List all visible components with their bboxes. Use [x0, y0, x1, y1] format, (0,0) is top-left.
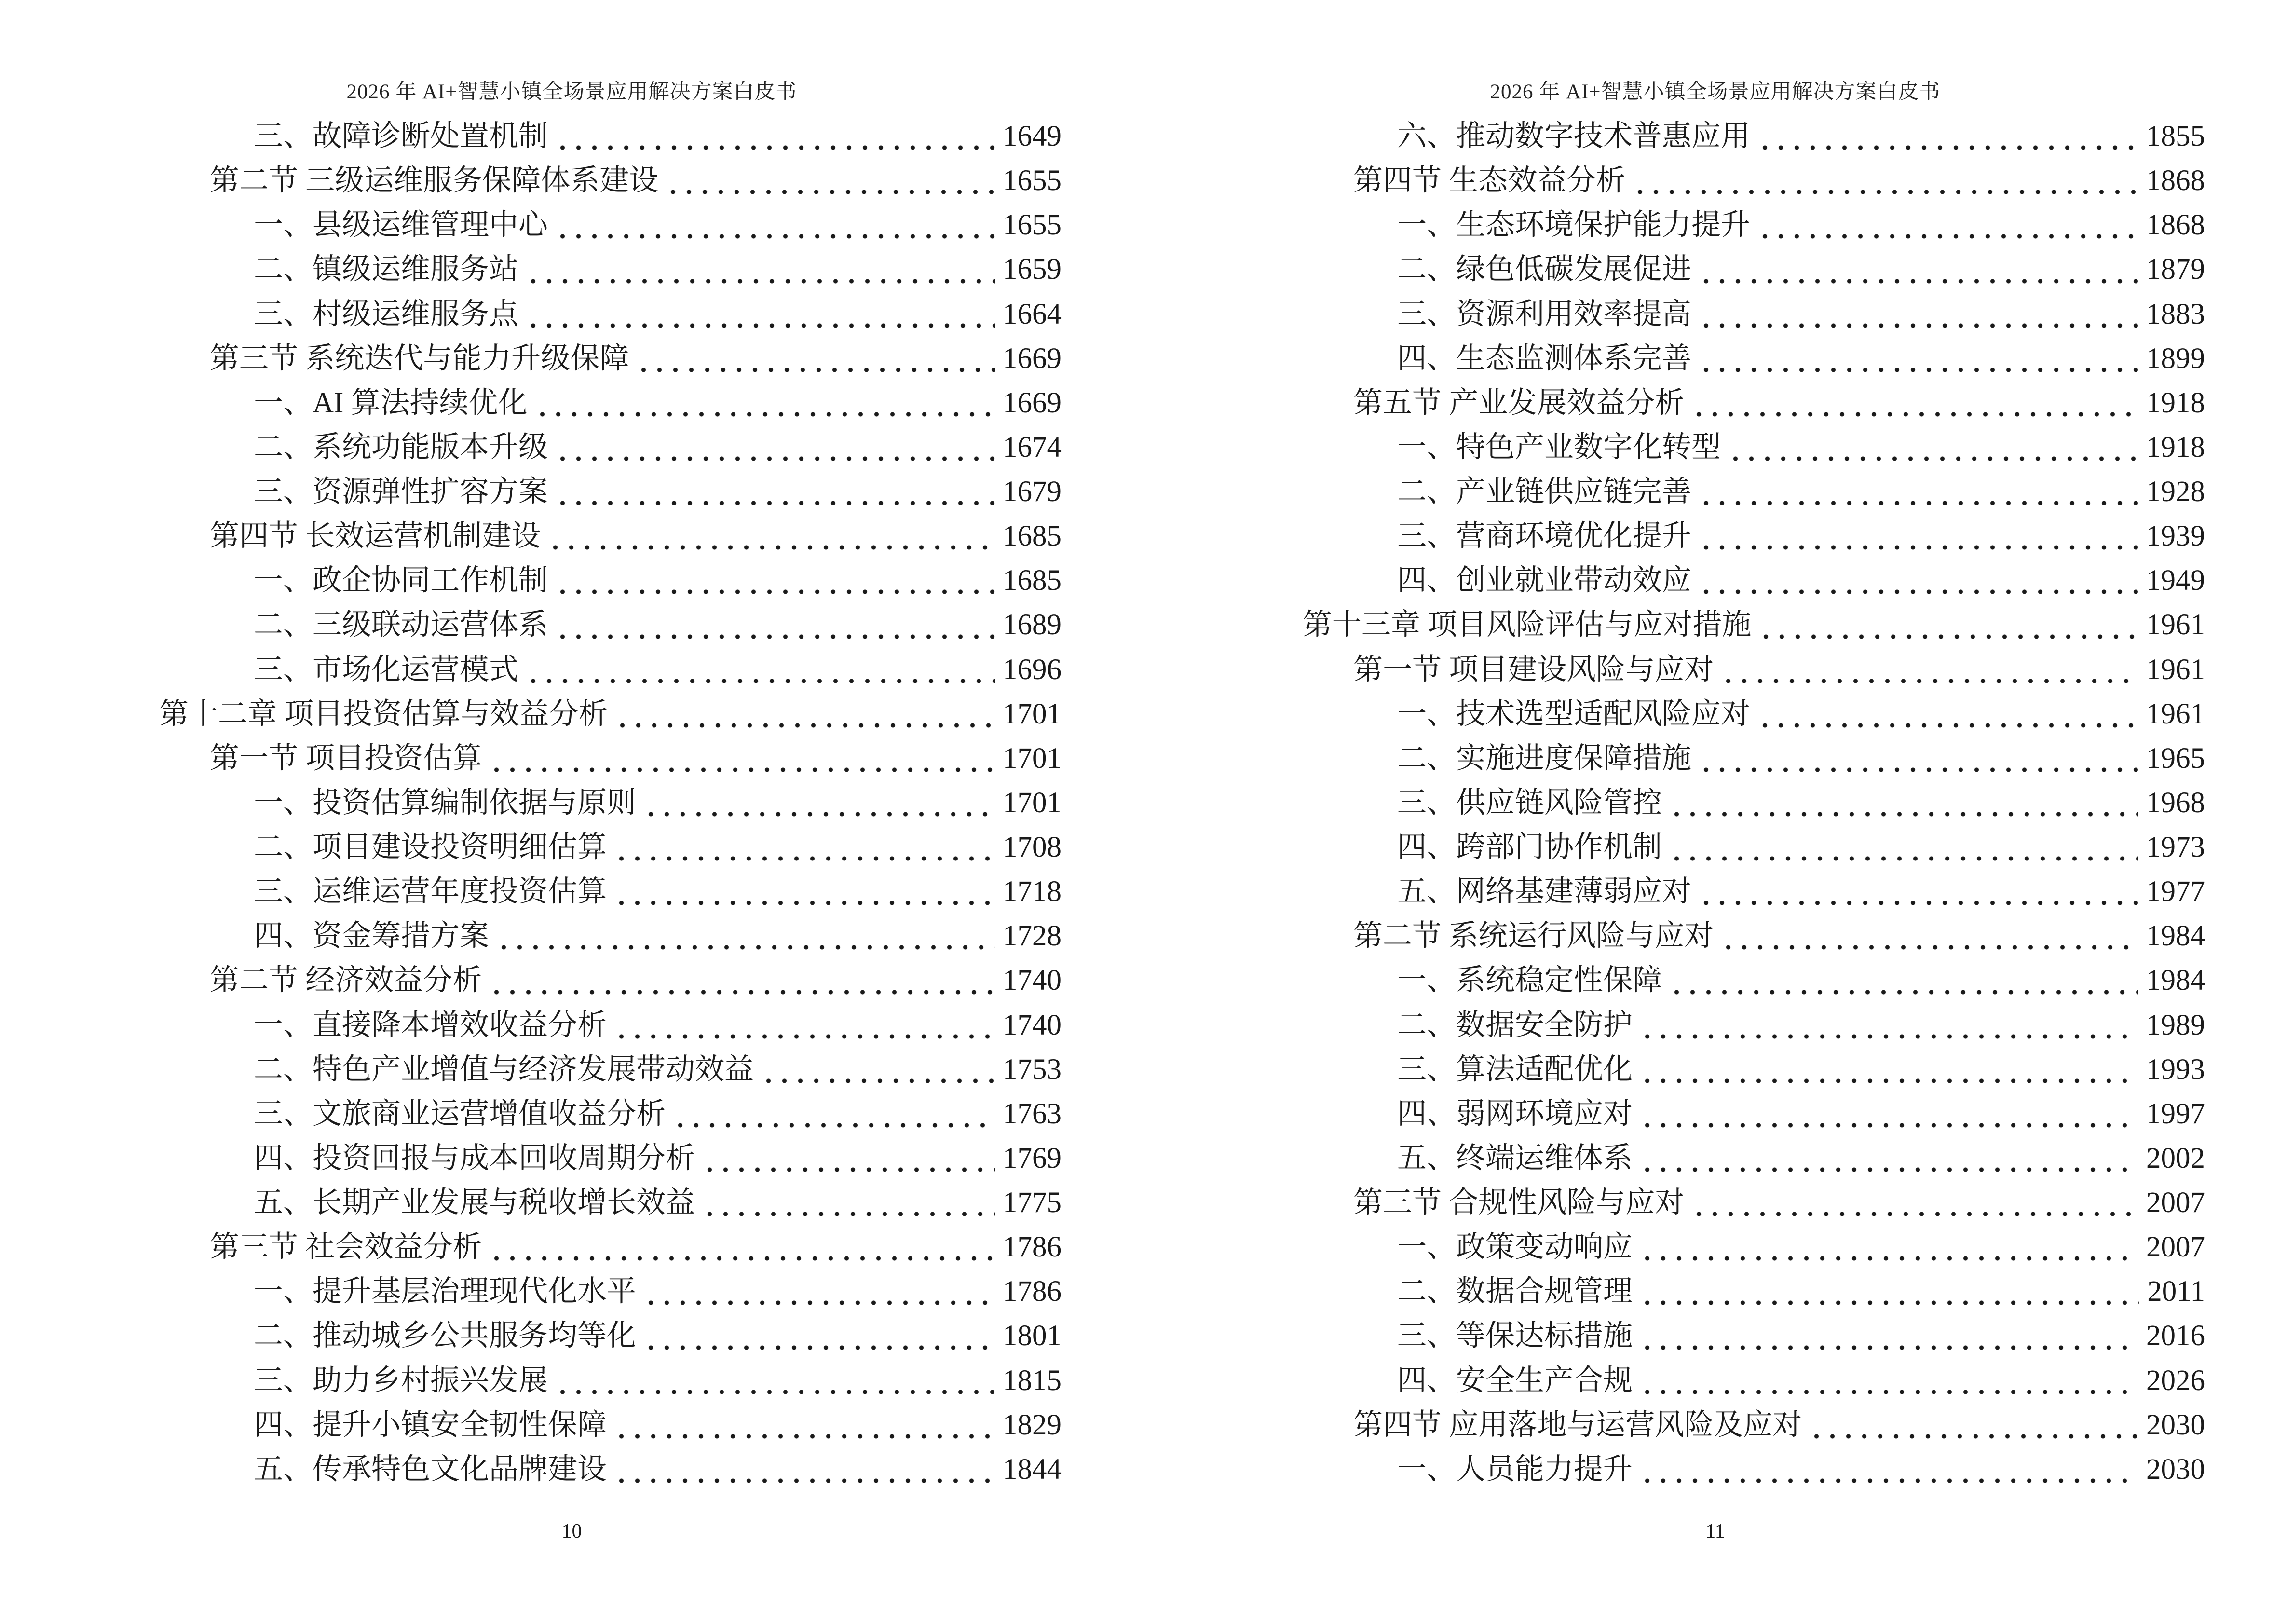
toc-entry [159, 253, 1062, 287]
dot-leader [1639, 1279, 2139, 1309]
toc-entry-title: 一、特色产业数字化转型 [1397, 431, 1721, 464]
page-number: 11 [1705, 1520, 1725, 1542]
toc-entry-page: 1993 [2146, 1053, 2205, 1086]
toc-entry-page: 2016 [2146, 1320, 2205, 1352]
dot-leader [1639, 1013, 2138, 1042]
dot-leader [1698, 568, 2138, 598]
toc-entry-title: 二、系统功能版本升级 [254, 431, 548, 464]
toc-entry [1303, 1053, 2205, 1087]
toc-entry-title: 五、终端运维体系 [1397, 1142, 1633, 1174]
toc-entry [159, 1364, 1062, 1398]
toc-entry-title: 一、直接降本增效收益分析 [254, 1009, 607, 1041]
toc-entry-page: 1997 [2146, 1097, 2205, 1130]
toc-entry [1303, 1453, 2205, 1487]
toc-entry-title: 四、投资回报与成本回收周期分析 [254, 1142, 695, 1174]
dot-leader [489, 746, 995, 776]
toc-entry [1303, 653, 2205, 687]
toc-entry-title: 三、营商环境优化提升 [1397, 520, 1692, 553]
toc-entry [159, 164, 1062, 198]
toc-entry-page: 1659 [1003, 253, 1062, 286]
toc-entry-title: 第一节 项目建设风险与应对 [1353, 653, 1714, 686]
dot-leader [489, 969, 995, 998]
toc-entry-page: 1918 [2146, 386, 2205, 419]
toc-entry [1303, 964, 2205, 997]
toc-entry-page: 2002 [2146, 1142, 2205, 1174]
toc-entry-title: 三、等保达标措施 [1397, 1320, 1633, 1352]
toc-entry-page: 1753 [1003, 1053, 1062, 1086]
toc-entry [1303, 431, 2205, 464]
toc-entry-title: 二、数据安全防护 [1397, 1009, 1633, 1041]
toc-entry-page: 2007 [2146, 1187, 2205, 1219]
toc-entry [159, 208, 1062, 242]
toc-entry [159, 120, 1062, 153]
toc-entry-page: 1740 [1003, 964, 1062, 997]
toc-entry-page: 1655 [1003, 164, 1062, 197]
dot-leader [1669, 969, 2138, 998]
toc-entry-title: 四、创业就业带动效应 [1397, 564, 1692, 597]
toc-entry-title: 三、故障诊断处置机制 [254, 120, 548, 152]
dot-leader [1639, 1057, 2138, 1087]
dot-leader [489, 1235, 995, 1264]
toc-entry [1303, 608, 2205, 642]
toc-entry [1303, 786, 2205, 820]
toc-entry-title: 第二节 经济效益分析 [210, 964, 482, 997]
toc-entry [159, 1453, 1062, 1487]
toc-entry [159, 1009, 1062, 1042]
toc-entry-page: 1649 [1003, 120, 1062, 152]
toc-entry [159, 1319, 1062, 1353]
dot-leader [614, 702, 995, 731]
dot-leader [1757, 702, 2138, 731]
toc-entry [1303, 164, 2205, 198]
toc-entry-page: 1763 [1003, 1097, 1062, 1130]
toc-entry-title: 四、安全生产合规 [1397, 1364, 1633, 1397]
toc-entry-title: 一、政企协同工作机制 [254, 564, 548, 597]
toc-entry-title: 一、投资估算编制依据与原则 [254, 786, 637, 819]
toc-entry-page: 1679 [1003, 476, 1062, 508]
toc-entry [159, 1186, 1062, 1220]
toc-entry-page: 1961 [2146, 697, 2205, 730]
dot-leader [1757, 124, 2138, 153]
toc-entry [159, 298, 1062, 331]
toc-entry [1303, 1142, 2205, 1175]
toc-entry-title: 二、项目建设投资明细估算 [254, 831, 607, 863]
toc-entry-title: 第三节 合规性风险与应对 [1353, 1187, 1685, 1219]
toc-entry-page: 1961 [2146, 609, 2205, 641]
toc-entry-title: 五、长期产业发展与税收增长效益 [254, 1187, 695, 1219]
toc-entry [159, 608, 1062, 642]
running-header: 2026 年 AI+智慧小镇全场景应用解决方案白皮书 [346, 81, 797, 103]
toc-entry-page: 1984 [2146, 964, 2205, 997]
toc-entry-title: 一、系统稳定性保障 [1397, 964, 1662, 997]
toc-entry [1303, 298, 2205, 331]
toc-entry [159, 964, 1062, 997]
toc-entry-title: 二、推动城乡公共服务均等化 [254, 1320, 637, 1352]
toc-entry-list [1303, 120, 2205, 1487]
toc-entry-title: 一、生态环境保护能力提升 [1397, 209, 1751, 242]
toc-entry-page: 1775 [1003, 1187, 1062, 1219]
toc-entry-title: 第十三章 项目风险评估与应对措施 [1303, 609, 1752, 641]
dot-leader [496, 924, 995, 953]
toc-entry-page: 1655 [1003, 209, 1062, 242]
toc-entry [1303, 1364, 2205, 1398]
toc-entry-title: 一、技术选型适配风险应对 [1397, 697, 1751, 730]
toc-entry-title: 五、传承特色文化品牌建设 [254, 1453, 607, 1486]
toc-entry-page: 2011 [2147, 1275, 2205, 1308]
toc-entry [1303, 875, 2205, 909]
dot-leader [643, 1279, 995, 1309]
toc-entry-page: 1977 [2146, 875, 2205, 908]
toc-entry-page: 2030 [2146, 1453, 2205, 1486]
toc-entry-title: 三、资源弹性扩容方案 [254, 476, 548, 508]
dot-leader [1757, 213, 2138, 242]
toc-entry [159, 342, 1062, 376]
toc-entry-title: 第四节 长效运营机制建设 [210, 520, 541, 553]
toc-entry-page: 1855 [2146, 120, 2205, 152]
toc-entry [1303, 1009, 2205, 1042]
toc-entry-page: 1879 [2146, 253, 2205, 286]
toc-entry-title: 第二节 三级运维服务保障体系建设 [210, 164, 659, 197]
toc-entry-page: 1939 [2146, 520, 2205, 553]
toc-entry-page: 1674 [1003, 431, 1062, 464]
dot-leader [555, 435, 995, 464]
toc-entry-page: 2030 [2146, 1408, 2205, 1441]
toc-entry-title: 四、生态监测体系完善 [1397, 342, 1692, 375]
toc-entry [1303, 697, 2205, 731]
toc-entry [1303, 386, 2205, 420]
toc-entry-page: 1696 [1003, 653, 1062, 686]
toc-entry [1303, 919, 2205, 953]
toc-entry-page: 1769 [1003, 1142, 1062, 1174]
toc-entry-page: 1689 [1003, 609, 1062, 641]
toc-entry [1303, 120, 2205, 153]
toc-entry-title: 二、绿色低碳发展促进 [1397, 253, 1692, 286]
dot-leader [613, 1413, 995, 1442]
running-header: 2026 年 AI+智慧小镇全场景应用解决方案白皮书 [1490, 81, 1941, 103]
dot-leader [643, 1324, 995, 1353]
toc-entry-title: 一、政策变动响应 [1397, 1231, 1633, 1264]
toc-entry-title: 一、县级运维管理中心 [254, 209, 548, 242]
dot-leader [1639, 1457, 2138, 1487]
toc-entry-title: 三、算法适配优化 [1397, 1053, 1633, 1086]
toc-entry [1303, 831, 2205, 864]
dot-leader [1639, 1368, 2138, 1398]
toc-entry-title: 一、提升基层治理现代化水平 [254, 1275, 637, 1308]
dot-leader [555, 568, 995, 598]
dot-leader [555, 213, 995, 242]
dot-leader [643, 791, 995, 820]
dot-leader [1720, 924, 2138, 953]
dot-leader [613, 1013, 995, 1042]
dot-leader [1698, 879, 2138, 909]
dot-leader [555, 613, 995, 642]
dot-leader [1639, 1146, 2138, 1175]
toc-entry-page: 1928 [2146, 476, 2205, 508]
toc-entry [159, 653, 1062, 687]
toc-entry-page: 1708 [1003, 831, 1062, 863]
dot-leader [613, 879, 995, 909]
toc-entry-page: 1844 [1003, 1453, 1062, 1486]
toc-entry-page: 1701 [1003, 786, 1062, 819]
toc-entry [1303, 519, 2205, 553]
toc-entry [1303, 1408, 2205, 1442]
dot-leader [1669, 791, 2138, 820]
toc-entry-title: 四、提升小镇安全韧性保障 [254, 1408, 607, 1441]
dot-leader [1720, 657, 2138, 687]
dot-leader [665, 168, 995, 198]
dot-leader [555, 1368, 995, 1398]
toc-entry-page: 1740 [1003, 1009, 1062, 1041]
dot-leader [672, 1102, 995, 1131]
toc-entry-title: 四、跨部门协作机制 [1397, 831, 1662, 863]
toc-entry [159, 564, 1062, 598]
toc-entry-page: 1965 [2146, 742, 2205, 775]
toc-entry-title: 二、镇级运维服务站 [254, 253, 519, 286]
toc-entry-page: 1883 [2146, 298, 2205, 330]
toc-entry-title: 三、供应链风险管控 [1397, 786, 1662, 819]
dot-leader [1669, 835, 2138, 864]
toc-entry-page: 1701 [1003, 742, 1062, 775]
toc-entry-title: 三、资源利用效率提高 [1397, 298, 1692, 330]
toc-entry-page: 1669 [1003, 386, 1062, 419]
dot-leader [1758, 613, 2138, 642]
dot-leader [555, 479, 995, 509]
toc-entry-title: 二、实施进度保障措施 [1397, 742, 1692, 775]
toc-entry-page: 1961 [2146, 653, 2205, 686]
toc-entry-title: 五、网络基建薄弱应对 [1397, 875, 1692, 908]
toc-entry [1303, 742, 2205, 776]
toc-entry [1303, 1097, 2205, 1131]
toc-entry-list [159, 120, 1062, 1487]
dot-leader [702, 1146, 995, 1175]
toc-entry-title: 三、村级运维服务点 [254, 298, 519, 330]
toc-entry [159, 1230, 1062, 1264]
toc-entry-title: 第四节 生态效益分析 [1353, 164, 1626, 197]
toc-entry [1303, 1275, 2205, 1309]
toc-entry [159, 431, 1062, 464]
page-number: 10 [561, 1520, 582, 1542]
toc-entry-title: 三、市场化运营模式 [254, 653, 519, 686]
toc-entry [1303, 342, 2205, 376]
dot-leader [525, 657, 995, 687]
dot-leader [613, 835, 995, 864]
toc-entry-page: 1968 [2146, 786, 2205, 819]
toc-entry [159, 786, 1062, 820]
dot-leader [761, 1057, 995, 1087]
toc-entry-title: 二、产业链供应链完善 [1397, 476, 1692, 508]
toc-entry-page: 1868 [2146, 164, 2205, 197]
dot-leader [1698, 479, 2138, 509]
toc-entry-title: 六、推动数字技术普惠应用 [1397, 120, 1751, 152]
dot-leader [555, 124, 995, 153]
toc-entry-title: 二、数据合规管理 [1397, 1275, 1633, 1308]
toc-entry [159, 1408, 1062, 1442]
toc-entry [159, 697, 1062, 731]
toc-entry-title: 四、弱网环境应对 [1397, 1097, 1633, 1130]
toc-entry [1303, 1186, 2205, 1220]
dot-leader [1632, 168, 2138, 198]
toc-entry-title: 三、运维运营年度投资估算 [254, 875, 607, 908]
toc-entry [1303, 564, 2205, 598]
dot-leader [525, 302, 995, 331]
toc-entry-title: 第十二章 项目投资估算与效益分析 [159, 697, 608, 730]
toc-entry-page: 2026 [2146, 1364, 2205, 1397]
toc-entry-page: 1718 [1003, 875, 1062, 908]
toc-entry-title: 第四节 应用落地与运营风险及应对 [1353, 1408, 1802, 1441]
toc-entry-page: 2007 [2146, 1231, 2205, 1264]
dot-leader [613, 1457, 995, 1487]
dot-leader [1698, 524, 2138, 553]
toc-entry-title: 第三节 社会效益分析 [210, 1231, 482, 1264]
dot-leader [1698, 346, 2138, 376]
toc-entry-title: 四、资金筹措方案 [254, 920, 490, 953]
toc-entry-page: 1701 [1003, 697, 1062, 730]
toc-entry-page: 1829 [1003, 1408, 1062, 1441]
dot-leader [636, 346, 995, 376]
toc-entry [159, 1053, 1062, 1087]
toc-entry-page: 1984 [2146, 920, 2205, 953]
toc-entry-title: 一、AI 算法持续优化 [254, 386, 528, 419]
toc-entry-title: 第一节 项目投资估算 [210, 742, 482, 775]
toc-entry-page: 1786 [1003, 1275, 1062, 1308]
dot-leader [1698, 746, 2138, 776]
toc-entry-page: 1989 [2146, 1009, 2205, 1041]
dot-leader [1691, 1190, 2138, 1220]
toc-entry [159, 742, 1062, 776]
dot-leader [1639, 1324, 2138, 1353]
toc-entry-title: 二、三级联动运营体系 [254, 609, 548, 641]
dot-leader [1698, 258, 2138, 287]
dot-leader [525, 258, 995, 287]
toc-entry-page: 1786 [1003, 1231, 1062, 1264]
toc-entry [159, 875, 1062, 909]
toc-entry-page: 1949 [2146, 564, 2205, 597]
toc-entry-title: 三、助力乡村振兴发展 [254, 1364, 548, 1397]
toc-entry-title: 一、人员能力提升 [1397, 1453, 1633, 1486]
dot-leader [1809, 1413, 2138, 1442]
toc-entry-page: 1728 [1003, 920, 1062, 953]
toc-entry-page: 1664 [1003, 298, 1062, 330]
toc-entry-page: 1918 [2146, 431, 2205, 464]
toc-entry [1303, 253, 2205, 287]
toc-entry-page: 1868 [2146, 209, 2205, 242]
toc-entry [159, 386, 1062, 420]
dot-leader [547, 524, 995, 553]
toc-entry-title: 第三节 系统迭代与能力升级保障 [210, 342, 629, 375]
toc-entry [1303, 475, 2205, 509]
toc-entry [159, 475, 1062, 509]
toc-entry [159, 1142, 1062, 1175]
toc-entry-page: 1685 [1003, 564, 1062, 597]
dot-leader [1728, 435, 2138, 464]
dot-leader [1691, 391, 2138, 420]
toc-entry [1303, 1230, 2205, 1264]
toc-entry [1303, 1319, 2205, 1353]
toc-entry [159, 831, 1062, 864]
toc-entry-page: 1815 [1003, 1364, 1062, 1397]
dot-leader [1698, 302, 2138, 331]
toc-entry [159, 519, 1062, 553]
dot-leader [702, 1190, 995, 1220]
toc-entry-title: 二、特色产业增值与经济发展带动效益 [254, 1053, 754, 1086]
toc-entry-title: 第五节 产业发展效益分析 [1353, 386, 1685, 419]
toc-entry-title: 三、文旅商业运营增值收益分析 [254, 1097, 666, 1130]
toc-entry-page: 1669 [1003, 342, 1062, 375]
toc-entry [159, 1275, 1062, 1309]
toc-entry-page: 1801 [1003, 1320, 1062, 1352]
toc-entry [159, 1097, 1062, 1131]
dot-leader [1639, 1235, 2138, 1264]
toc-entry [159, 919, 1062, 953]
toc-entry-page: 1973 [2146, 831, 2205, 863]
toc-entry-title: 第二节 系统运行风险与应对 [1353, 920, 1714, 953]
toc-entry-page: 1685 [1003, 520, 1062, 553]
dot-leader [1639, 1102, 2138, 1131]
toc-entry [1303, 208, 2205, 242]
dot-leader [534, 391, 995, 420]
toc-page-right [1144, 0, 2287, 1624]
toc-entry-page: 1899 [2146, 342, 2205, 375]
